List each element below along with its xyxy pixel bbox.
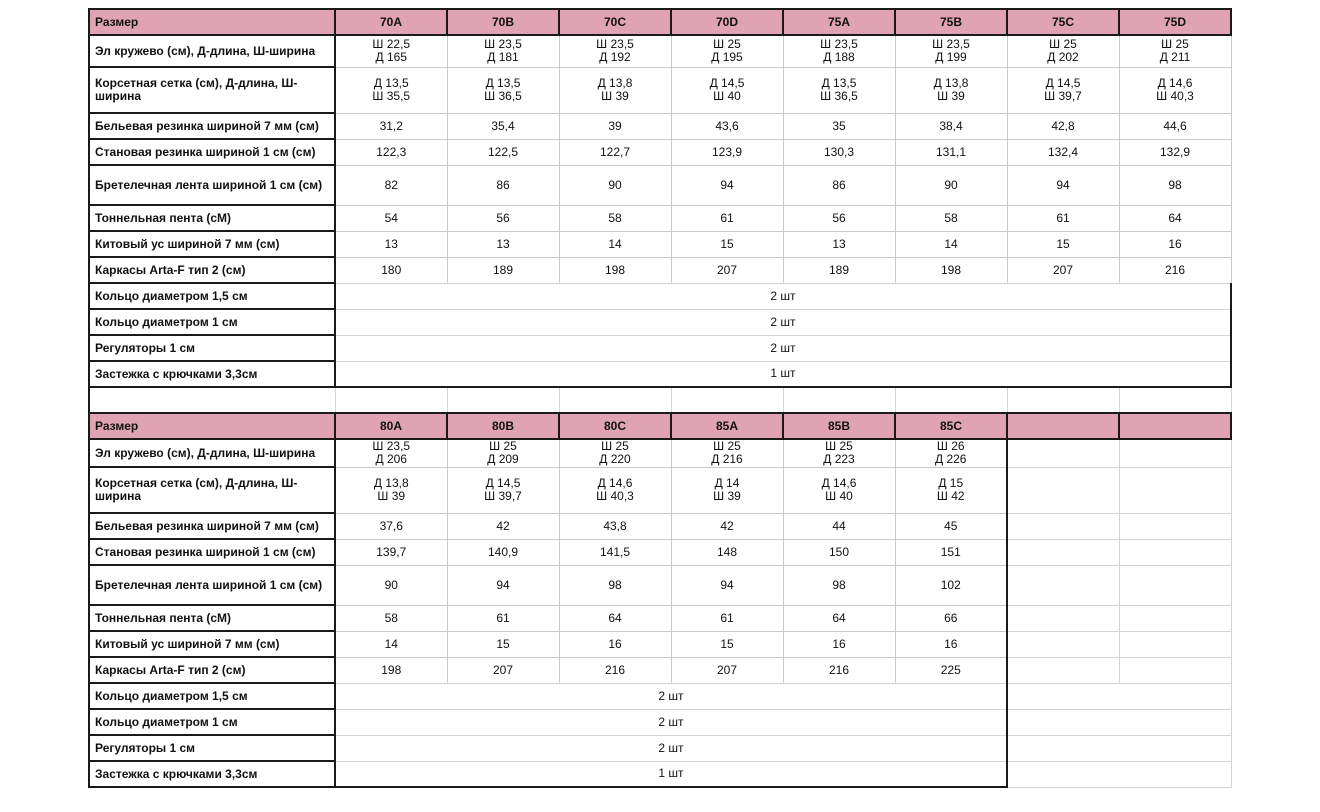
merged-value-cell: 2 шт xyxy=(335,309,1231,335)
row-label: Китовый ус шириной 7 мм (см) xyxy=(89,231,335,257)
value-cell: 35 xyxy=(783,113,895,139)
table-row xyxy=(89,35,1231,67)
table-row xyxy=(89,539,1231,565)
table-row xyxy=(89,631,1231,657)
value-cell: 98 xyxy=(783,565,895,605)
empty-cell xyxy=(1007,683,1231,709)
value-cell xyxy=(783,439,895,467)
merged-value-cell: 2 шт xyxy=(335,335,1231,361)
value-cell: 13 xyxy=(783,231,895,257)
value-cell: 94 xyxy=(671,565,783,605)
row-label: Каркасы Arta-F тип 2 (см) xyxy=(89,257,335,283)
table-row xyxy=(89,309,1231,335)
value-cell: 207 xyxy=(671,257,783,283)
value-cell xyxy=(447,35,559,67)
size-header-75a: 75A xyxy=(783,9,895,35)
value-cell: 38,4 xyxy=(895,113,1007,139)
value-cell: 216 xyxy=(1119,257,1231,283)
value-cell: 198 xyxy=(895,257,1007,283)
value-line: Д 199 xyxy=(935,50,967,65)
value-line: Д 211 xyxy=(1159,50,1191,65)
value-line: Ш 42 xyxy=(936,489,965,503)
table-row xyxy=(89,361,1231,387)
empty-cell xyxy=(335,387,447,413)
value-cell: 16 xyxy=(895,631,1007,657)
value-cell xyxy=(671,467,783,513)
row-label: Кольцо диаметром 1,5 см xyxy=(89,283,335,309)
value-cell xyxy=(671,67,783,113)
value-cell: 31,2 xyxy=(335,113,447,139)
value-cell: 64 xyxy=(783,605,895,631)
value-cell: 98 xyxy=(559,565,671,605)
value-line: Д 181 xyxy=(487,50,519,65)
row-label: Застежка с крючками 3,3см xyxy=(89,761,335,787)
empty-cell xyxy=(1119,657,1231,683)
size-header-70a: 70A xyxy=(335,9,447,35)
value-cell: 42 xyxy=(671,513,783,539)
row-label: Кольцо диаметром 1 см xyxy=(89,309,335,335)
value-cell: 42 xyxy=(447,513,559,539)
empty-cell xyxy=(1007,413,1119,439)
value-cell xyxy=(559,35,671,67)
table-row xyxy=(89,439,1231,467)
value-cell: 131,1 xyxy=(895,139,1007,165)
value-cell: 207 xyxy=(447,657,559,683)
size-header-75b: 75B xyxy=(895,9,1007,35)
size-header-80c: 80C xyxy=(559,413,671,439)
row-label: Бельевая резинка шириной 7 мм (см) xyxy=(89,513,335,539)
value-line: Д 13,8 xyxy=(373,476,409,490)
empty-cell xyxy=(1007,605,1119,631)
value-cell: 132,4 xyxy=(1007,139,1119,165)
value-line: Д 14 xyxy=(714,476,740,490)
value-cell xyxy=(335,67,447,113)
merged-value-cell: 2 шт xyxy=(335,283,1231,309)
table-row xyxy=(89,165,1231,205)
value-line: Д 188 xyxy=(823,50,855,65)
table-row xyxy=(89,139,1231,165)
value-cell: 132,9 xyxy=(1119,139,1231,165)
empty-cell xyxy=(1119,539,1231,565)
value-cell: 216 xyxy=(783,657,895,683)
table-row xyxy=(89,113,1231,139)
merged-value-cell: 2 шт xyxy=(335,735,1007,761)
empty-cell xyxy=(1119,605,1231,631)
value-cell xyxy=(1119,35,1231,67)
value-cell: 13 xyxy=(447,231,559,257)
value-cell xyxy=(783,35,895,67)
table-row xyxy=(89,467,1231,513)
size-header-85c: 85C xyxy=(895,413,1007,439)
table-row xyxy=(89,709,1231,735)
value-cell xyxy=(447,67,559,113)
row-label: Кольцо диаметром 1,5 см xyxy=(89,683,335,709)
value-cell xyxy=(895,67,1007,113)
value-cell: 90 xyxy=(895,165,1007,205)
value-cell: 58 xyxy=(895,205,1007,231)
value-line: Д 14,6 xyxy=(821,476,857,490)
value-cell: 16 xyxy=(559,631,671,657)
value-cell: 98 xyxy=(1119,165,1231,205)
merged-value-cell: 2 шт xyxy=(335,683,1007,709)
value-cell: 14 xyxy=(335,631,447,657)
value-line: Д 202 xyxy=(1047,50,1079,65)
value-line: Д 220 xyxy=(599,452,631,467)
value-cell: 180 xyxy=(335,257,447,283)
value-cell: 130,3 xyxy=(783,139,895,165)
value-cell xyxy=(559,67,671,113)
value-line: Ш 25 xyxy=(601,439,629,454)
value-line: Ш 23,5 xyxy=(820,37,858,52)
empty-cell xyxy=(1119,513,1231,539)
value-line: Ш 36,5 xyxy=(484,89,522,103)
value-line: Ш 25 xyxy=(489,439,517,454)
value-cell: 94 xyxy=(1007,165,1119,205)
table-row xyxy=(89,513,1231,539)
table-row xyxy=(89,565,1231,605)
value-cell: 198 xyxy=(335,657,447,683)
empty-cell xyxy=(1007,709,1231,735)
value-cell: 207 xyxy=(1007,257,1119,283)
value-cell xyxy=(447,439,559,467)
row-label: Корсетная сетка (см), Д-длина, Ш-ширина xyxy=(89,467,335,513)
row-label: Становая резинка шириной 1 см (см) xyxy=(89,139,335,165)
row-label: Бельевая резинка шириной 7 мм (см) xyxy=(89,113,335,139)
value-line: Ш 22,5 xyxy=(372,37,411,52)
row-label: Эл кружево (см), Д-длина, Ш-ширина xyxy=(89,439,335,467)
value-cell: 44,6 xyxy=(1119,113,1231,139)
value-cell xyxy=(895,439,1007,467)
merged-value-cell: 1 шт xyxy=(335,761,1007,787)
value-cell xyxy=(335,467,447,513)
size-header-75c: 75C xyxy=(1007,9,1119,35)
value-line: Д 14,5 xyxy=(1045,76,1081,90)
value-cell: 14 xyxy=(895,231,1007,257)
value-cell: 15 xyxy=(447,631,559,657)
value-line: Ш 25 xyxy=(1049,37,1077,52)
value-cell: 16 xyxy=(1119,231,1231,257)
value-line: Ш 40 xyxy=(825,489,853,503)
value-line: Ш 23,5 xyxy=(484,37,522,52)
value-line: Д 13,5 xyxy=(373,76,409,90)
empty-cell xyxy=(1007,387,1119,413)
row-label: Застежка с крючками 3,3см xyxy=(89,361,335,387)
value-cell: 151 xyxy=(895,539,1007,565)
value-line: Ш 23,5 xyxy=(932,37,970,52)
value-cell: 189 xyxy=(447,257,559,283)
value-line: Ш 39,7 xyxy=(1044,89,1082,103)
value-cell: 216 xyxy=(559,657,671,683)
table-row xyxy=(89,231,1231,257)
value-line: Д 13,5 xyxy=(485,76,521,90)
value-cell: 16 xyxy=(783,631,895,657)
value-cell xyxy=(1007,67,1119,113)
value-cell: 61 xyxy=(447,605,559,631)
value-cell xyxy=(1119,67,1231,113)
size-header-70b: 70B xyxy=(447,9,559,35)
table-row xyxy=(89,683,1231,709)
value-cell: 198 xyxy=(559,257,671,283)
value-cell: 66 xyxy=(895,605,1007,631)
value-cell: 15 xyxy=(671,231,783,257)
value-cell: 90 xyxy=(559,165,671,205)
size-header-70c: 70C xyxy=(559,9,671,35)
value-line: Д 13,8 xyxy=(933,76,969,90)
empty-cell xyxy=(1119,565,1231,605)
value-cell: 122,3 xyxy=(335,139,447,165)
value-line: Ш 23,5 xyxy=(372,439,411,454)
value-cell xyxy=(447,467,559,513)
value-cell: 86 xyxy=(783,165,895,205)
value-line: Ш 23,5 xyxy=(596,37,634,52)
value-line: Ш 36,5 xyxy=(820,89,858,103)
value-cell xyxy=(559,467,671,513)
table-gap-row xyxy=(89,387,1231,413)
empty-cell xyxy=(1007,735,1231,761)
table-row xyxy=(89,205,1231,231)
empty-cell xyxy=(671,387,783,413)
empty-cell xyxy=(1007,761,1231,787)
value-cell: 189 xyxy=(783,257,895,283)
size-header-row xyxy=(89,9,1231,35)
value-line: Ш 40,3 xyxy=(596,489,634,503)
table-row xyxy=(89,283,1231,309)
value-cell: 86 xyxy=(447,165,559,205)
table-row xyxy=(89,761,1231,787)
empty-cell xyxy=(1119,387,1231,413)
row-label: Тоннельная пента (сМ) xyxy=(89,205,335,231)
value-cell: 42,8 xyxy=(1007,113,1119,139)
value-cell: 15 xyxy=(1007,231,1119,257)
value-cell: 94 xyxy=(447,565,559,605)
value-cell: 61 xyxy=(1007,205,1119,231)
value-line: Ш 39 xyxy=(377,489,406,503)
size-chart-table xyxy=(88,8,1232,788)
value-line: Ш 39,7 xyxy=(484,489,522,503)
size-header-row xyxy=(89,413,1231,439)
value-cell: 15 xyxy=(671,631,783,657)
empty-cell xyxy=(1119,439,1231,467)
table-row xyxy=(89,257,1231,283)
row-label: Кольцо диаметром 1 см xyxy=(89,709,335,735)
value-cell: 102 xyxy=(895,565,1007,605)
value-cell: 14 xyxy=(559,231,671,257)
value-cell xyxy=(671,35,783,67)
row-label: Регуляторы 1 см xyxy=(89,735,335,761)
size-header-75d: 75D xyxy=(1119,9,1231,35)
value-cell xyxy=(783,467,895,513)
value-cell: 58 xyxy=(335,605,447,631)
table-row xyxy=(89,335,1231,361)
row-label: Бретелечная лента шириной 1 см (см) xyxy=(89,565,335,605)
row-label: Бретелечная лента шириной 1 см (см) xyxy=(89,165,335,205)
value-cell xyxy=(783,67,895,113)
empty-cell xyxy=(1007,631,1119,657)
row-label: Китовый ус шириной 7 мм (см) xyxy=(89,631,335,657)
value-line: Д 13,5 xyxy=(821,76,857,90)
row-label: Эл кружево (см), Д-длина, Ш-ширина xyxy=(89,35,335,67)
empty-cell xyxy=(1119,467,1231,513)
value-cell: 122,5 xyxy=(447,139,559,165)
value-cell: 44 xyxy=(783,513,895,539)
empty-cell xyxy=(447,387,559,413)
value-line: Д 226 xyxy=(935,452,967,467)
value-cell: 148 xyxy=(671,539,783,565)
value-cell: 58 xyxy=(559,205,671,231)
empty-cell xyxy=(1007,513,1119,539)
value-line: Д 13,8 xyxy=(597,76,633,90)
size-header-80a: 80A xyxy=(335,413,447,439)
merged-value-cell: 1 шт xyxy=(335,361,1231,387)
value-line: Ш 35,5 xyxy=(372,89,411,103)
value-line: Д 14,5 xyxy=(709,76,745,90)
empty-cell xyxy=(895,387,1007,413)
value-line: Д 15 xyxy=(938,476,964,490)
value-line: Ш 25 xyxy=(1161,37,1189,52)
empty-cell xyxy=(89,387,335,413)
size-chart-sheet xyxy=(88,8,1232,788)
value-cell: 141,5 xyxy=(559,539,671,565)
value-line: Д 14,6 xyxy=(597,476,633,490)
empty-cell xyxy=(1007,565,1119,605)
value-cell: 82 xyxy=(335,165,447,205)
value-cell: 90 xyxy=(335,565,447,605)
empty-cell xyxy=(559,387,671,413)
value-cell xyxy=(895,35,1007,67)
value-line: Ш 40 xyxy=(713,89,741,103)
value-cell: 225 xyxy=(895,657,1007,683)
value-cell xyxy=(335,439,447,467)
value-line: Ш 39 xyxy=(937,89,965,103)
value-line: Д 216 xyxy=(711,452,743,467)
value-cell: 43,8 xyxy=(559,513,671,539)
size-header-70d: 70D xyxy=(671,9,783,35)
empty-cell xyxy=(1007,439,1119,467)
size-header-label: Размер xyxy=(89,413,335,439)
value-cell: 45 xyxy=(895,513,1007,539)
value-line: Д 192 xyxy=(599,50,631,65)
value-cell: 94 xyxy=(671,165,783,205)
table-row xyxy=(89,605,1231,631)
value-line: Ш 25 xyxy=(713,37,741,52)
value-cell: 13 xyxy=(335,231,447,257)
value-cell xyxy=(1007,35,1119,67)
value-line: Д 223 xyxy=(823,452,855,467)
size-header-80b: 80B xyxy=(447,413,559,439)
value-cell: 37,6 xyxy=(335,513,447,539)
value-cell: 150 xyxy=(783,539,895,565)
value-cell: 207 xyxy=(671,657,783,683)
value-cell: 54 xyxy=(335,205,447,231)
value-cell xyxy=(559,439,671,467)
table-row xyxy=(89,657,1231,683)
value-cell: 56 xyxy=(783,205,895,231)
table-row xyxy=(89,735,1231,761)
value-line: Ш 25 xyxy=(825,439,853,454)
value-line: Ш 39 xyxy=(601,89,629,103)
value-cell: 61 xyxy=(671,205,783,231)
empty-cell xyxy=(1119,631,1231,657)
value-cell: 56 xyxy=(447,205,559,231)
size-header-85b: 85B xyxy=(783,413,895,439)
value-line: Д 195 xyxy=(711,50,743,65)
value-cell xyxy=(335,35,447,67)
empty-cell xyxy=(1007,657,1119,683)
value-line: Д 209 xyxy=(487,452,519,467)
value-cell xyxy=(895,467,1007,513)
value-cell: 39 xyxy=(559,113,671,139)
value-cell: 64 xyxy=(1119,205,1231,231)
table-row xyxy=(89,67,1231,113)
value-line: Д 206 xyxy=(375,452,407,467)
value-cell: 140,9 xyxy=(447,539,559,565)
value-cell: 123,9 xyxy=(671,139,783,165)
value-line: Ш 26 xyxy=(936,439,965,454)
value-line: Ш 25 xyxy=(713,439,741,454)
value-line: Д 14,6 xyxy=(1157,76,1193,90)
merged-value-cell: 2 шт xyxy=(335,709,1007,735)
value-line: Д 165 xyxy=(375,50,407,65)
value-cell xyxy=(671,439,783,467)
row-label: Корсетная сетка (см), Д-длина, Ш-ширина xyxy=(89,67,335,113)
value-line: Ш 39 xyxy=(713,489,741,503)
empty-cell xyxy=(1007,467,1119,513)
value-line: Ш 40,3 xyxy=(1156,89,1194,103)
value-cell: 43,6 xyxy=(671,113,783,139)
value-cell: 139,7 xyxy=(335,539,447,565)
row-label: Каркасы Arta-F тип 2 (см) xyxy=(89,657,335,683)
value-cell: 64 xyxy=(559,605,671,631)
empty-cell xyxy=(1119,413,1231,439)
row-label: Регуляторы 1 см xyxy=(89,335,335,361)
row-label: Тоннельная пента (сМ) xyxy=(89,605,335,631)
value-cell: 61 xyxy=(671,605,783,631)
row-label: Становая резинка шириной 1 см (см) xyxy=(89,539,335,565)
empty-cell xyxy=(783,387,895,413)
size-header-label: Размер xyxy=(89,9,335,35)
size-header-85a: 85A xyxy=(671,413,783,439)
empty-cell xyxy=(1007,539,1119,565)
value-line: Д 14,5 xyxy=(485,476,521,490)
value-cell: 122,7 xyxy=(559,139,671,165)
value-cell: 35,4 xyxy=(447,113,559,139)
